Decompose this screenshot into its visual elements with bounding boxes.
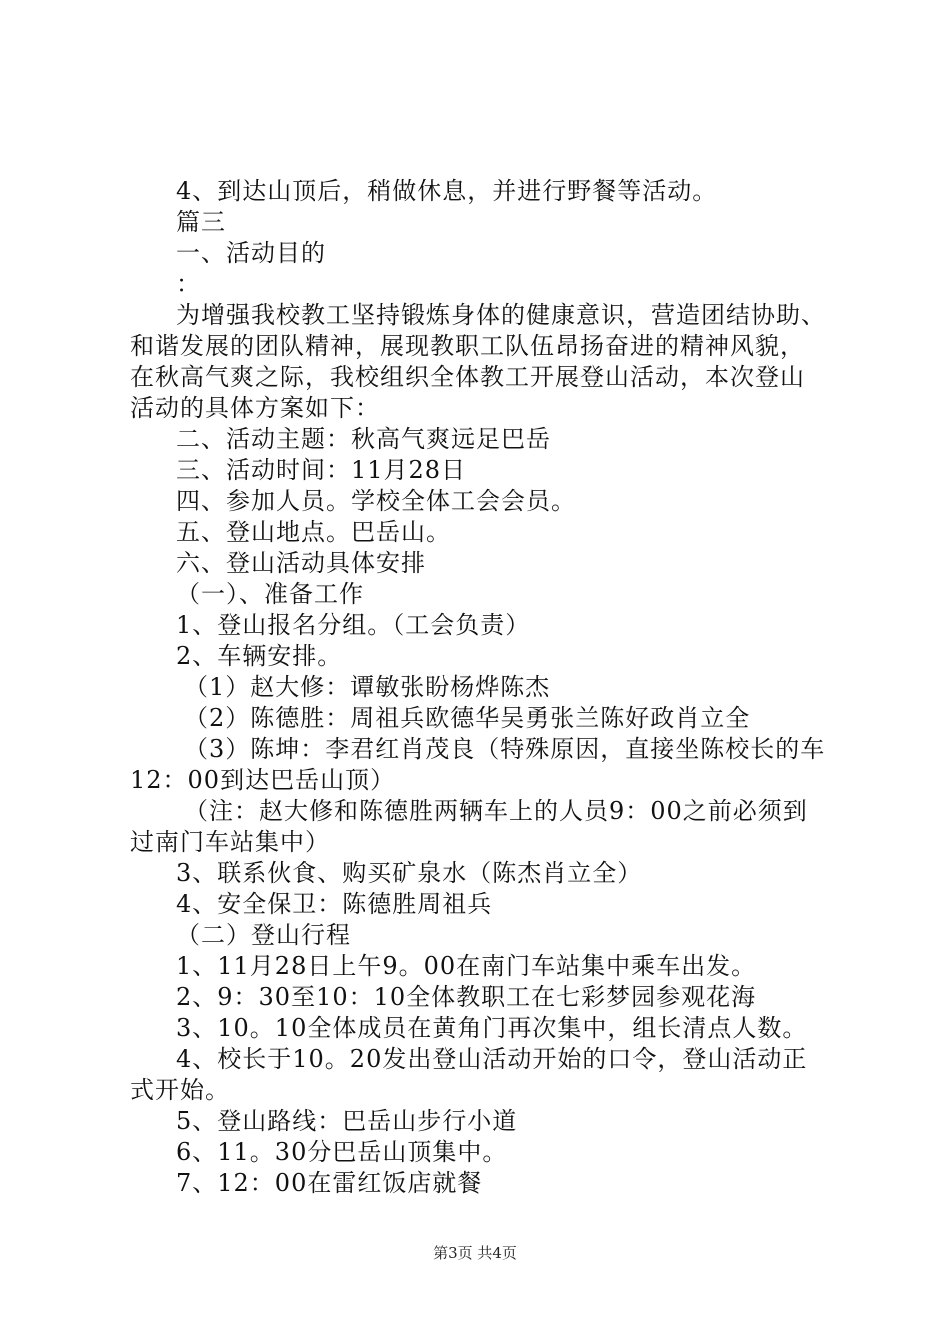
note-line: （注：赵大修和陈德胜两辆车上的人员9：00之前必须到	[184, 797, 808, 825]
text-line: ：	[176, 270, 201, 298]
list-item: 3、联系伙食、购买矿泉水（陈杰肖立全）	[176, 859, 643, 887]
list-item: 12：00到达巴岳山顶）	[130, 766, 396, 794]
text-line: 四、参加人员。学校全体工会会员。	[176, 487, 576, 515]
text-line: 五、登山地点。巴岳山。	[176, 518, 451, 546]
list-item: 1、11月28日上午9。00在南门车站集中乘车出发。	[176, 952, 757, 980]
paragraph-line: 活动的具体方案如下：	[130, 394, 380, 422]
list-item: 3、10。10全体成员在黄角门再次集中，组长清点人数。	[176, 1014, 808, 1042]
paragraph-line: 为增强我校教工坚持锻炼身体的健康意识，营造团结协助、	[176, 301, 826, 329]
list-item: 6、11。30分巴岳山顶集中。	[176, 1138, 508, 1166]
section-heading: 一、活动目的	[176, 239, 326, 267]
list-item: （3）陈坤：李君红肖茂良（特殊原因，直接坐陈校长的车	[184, 735, 826, 763]
list-item: 1、登山报名分组。（工会负责）	[176, 611, 531, 639]
text-line: 二、活动主题：秋高气爽远足巴岳	[176, 425, 551, 453]
list-item: 5、登山路线：巴岳山步行小道	[176, 1107, 518, 1135]
paragraph-line: 和谐发展的团队精神，展现教职工队伍昂扬奋进的精神风貌，	[130, 332, 805, 360]
section-heading: 六、登山活动具体安排	[176, 549, 426, 577]
paragraph-line: 在秋高气爽之际，我校组织全体教工开展登山活动，本次登山	[130, 363, 805, 391]
list-item: 4、校长于10。20发出登山活动开始的口令，登山活动正	[176, 1045, 808, 1073]
text-line: 4、到达山顶后，稍做休息，并进行野餐等活动。	[176, 177, 718, 205]
page-footer: 第3页 共4页	[433, 1244, 517, 1262]
note-line: 过南门车站集中）	[130, 828, 330, 856]
list-item: 4、安全保卫：陈德胜周祖兵	[176, 890, 493, 918]
section-heading: 篇三	[176, 208, 226, 236]
list-item: （2）陈德胜：周祖兵欧德华吴勇张兰陈好政肖立全	[184, 704, 751, 732]
subsection-heading: （二）登山行程	[176, 921, 351, 949]
subsection-heading: （一）、准备工作	[176, 580, 364, 608]
text-line: 三、活动时间：11月28日	[176, 456, 467, 484]
list-item: 式开始。	[130, 1076, 230, 1104]
list-item: 2、车辆安排。	[176, 642, 343, 670]
list-item: 2、9：30至10：10全体教职工在七彩梦园参观花海	[176, 983, 757, 1011]
list-item: 7、12：00在雷红饭店就餐	[176, 1169, 483, 1197]
list-item: （1）赵大修：谭敏张盼杨烨陈杰	[184, 673, 551, 701]
